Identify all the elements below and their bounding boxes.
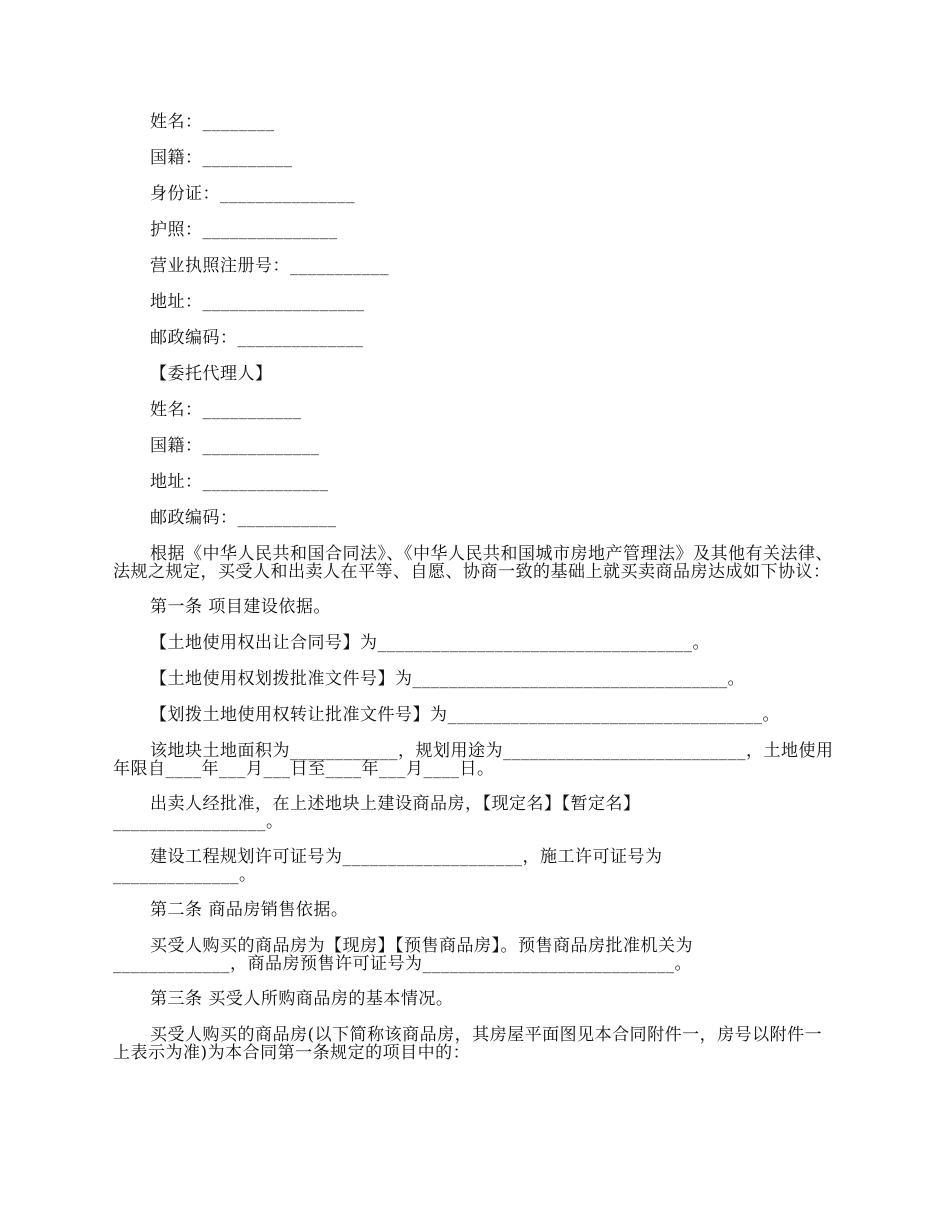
article2-title: 第二条 商品房销售依据。 bbox=[150, 900, 349, 920]
agent-name-line: 姓名：___________ bbox=[150, 400, 302, 420]
seller-id-line: 身份证：_______________ bbox=[150, 184, 355, 204]
article3-paragraph: 买受人购买的商品房(以下简称该商品房，其房屋平面图见本合同附件一，房号以附件一上表示为准)为本合同第一条规定的项目中的： bbox=[113, 1025, 823, 1063]
seller-license-line: 营业执照注册号：___________ bbox=[150, 256, 389, 276]
agent-address-line: 地址：______________ bbox=[150, 472, 329, 492]
article1-land-area-paragraph: 该地块土地面积为____________，规划用途为___________________________，土地使用年限自____年___月___日至____年___月____日。 bbox=[113, 741, 834, 779]
article3-title: 第三条 买受人所购商品房的基本情况。 bbox=[150, 989, 454, 1009]
seller-nationality-line: 国籍：__________ bbox=[150, 148, 293, 168]
intro-paragraph: 根据《中华人民共和国合同法》、《中华人民共和国城市房地产管理法》及其他有关法律、法规之规定，买受人和出卖人在平等、自愿、协商一致的基础上就买卖商品房达成如下协议： bbox=[113, 544, 833, 582]
seller-passport-line: 护照：_______________ bbox=[150, 220, 338, 240]
article1-allocation-doc-line: 【土地使用权划拨批准文件号】为___________________________________。 bbox=[150, 669, 745, 689]
seller-postcode-line: 邮政编码：______________ bbox=[150, 328, 364, 348]
article1-title: 第一条 项目建设依据。 bbox=[150, 597, 331, 617]
article1-transfer-doc-line: 【划拨土地使用权转让批准文件号】为___________________________________。 bbox=[150, 705, 780, 725]
article1-permit-paragraph: 建设工程规划许可证号为____________________，施工许可证号为______________。 bbox=[113, 847, 663, 885]
agent-nationality-line: 国籍：_____________ bbox=[150, 436, 320, 456]
agent-heading: 【委托代理人】 bbox=[150, 364, 273, 384]
seller-name-line: 姓名：________ bbox=[150, 112, 275, 132]
agent-postcode-line: 邮政编码：___________ bbox=[150, 508, 337, 528]
article1-land-contract-line: 【土地使用权出让合同号】为___________________________________。 bbox=[150, 633, 710, 653]
document-body bbox=[113, 113, 838, 1062]
article2-paragraph: 买受人购买的商品房为【现房】【预售商品房】。预售商品房批准机关为_____________，商品房预售许可证号为____________________________。 bbox=[113, 936, 693, 974]
seller-address-line: 地址：__________________ bbox=[150, 292, 365, 312]
article1-building-paragraph: 出卖人经批准，在上述地块上建设商品房，【现定名】【暂定名】_________________。 bbox=[113, 794, 641, 832]
